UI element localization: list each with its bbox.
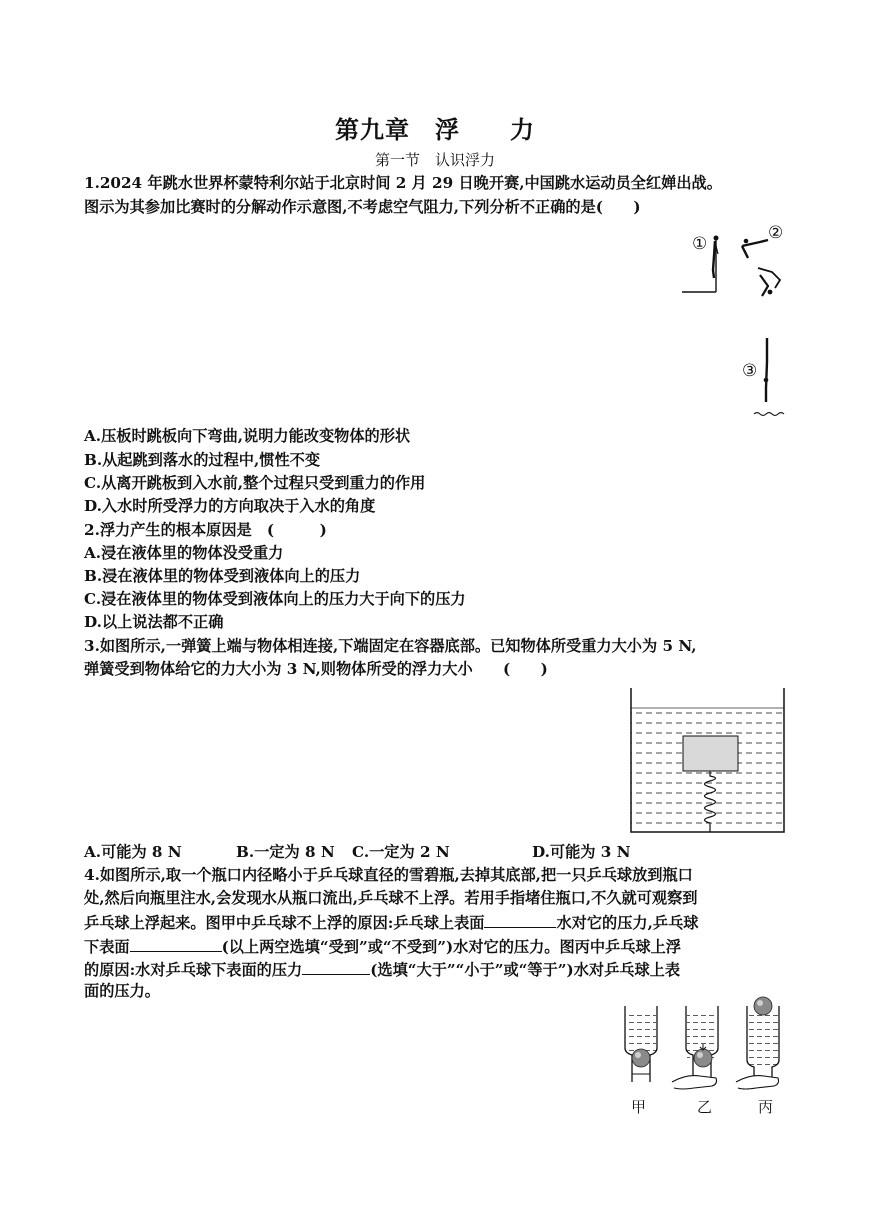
q1-option-b: B.从起跳到落水的过程中,惯性不变 [84, 451, 321, 469]
q4-answer-blank-1[interactable] [484, 911, 556, 928]
container-spring-figure [625, 688, 790, 836]
q4-line3-text-a: 乒乓球上浮起来。图甲中乒乓球不上浮的原因:乒乓球上表面 [84, 914, 485, 932]
q3-stem-line2: 弹簧受到物体给它的力大小为 3 N,则物体所受的浮力大小 ( ) [84, 660, 548, 678]
q3-stem-line1: 3.如图所示,一弹簧上端与物体相连接,下端固定在容器底部。已知物体所受重力大小为 5 N, [84, 637, 697, 655]
q3-option-d: D.可能为 3 N [532, 843, 631, 861]
bottle-figure-label-jia: 甲 [631, 1098, 647, 1116]
ping-pong-bottle-figure [620, 998, 790, 1098]
bottle-figure-label-yi: 乙 [697, 1098, 713, 1116]
q4-answer-blank-2[interactable] [130, 935, 222, 952]
diver-figure-label-2: ② [768, 223, 784, 243]
q1-option-d: D.入水时所受浮力的方向取决于入水的角度 [84, 497, 376, 515]
q4-stem-line1: 4.如图所示,取一个瓶口内径略小于乒乓球直径的雪碧瓶,去掉其底部,把一只乒乓球放到瓶口 [84, 866, 693, 884]
q4-line5-text-b: (选填“大于”“小于”或“等于”)水对乒乓球上表 [370, 961, 681, 979]
q4-stem-line4 [84, 935, 681, 957]
bottle-figure-label-bing: 丙 [758, 1098, 774, 1116]
q4-line4-text-a: 下表面 [84, 938, 130, 956]
q3-option-a: A.可能为 8 N [84, 843, 182, 861]
q2-option-c: C.浸在液体里的物体受到液体向上的压力大于向下的压力 [84, 590, 466, 608]
q2-option-a: A.浸在液体里的物体没受重力 [84, 544, 284, 562]
diver-figure-label-1: ① [692, 234, 708, 254]
q1-stem-line2: 图示为其参加比赛时的分解动作示意图,不考虑空气阻力,下列分析不正确的是( ) [84, 198, 641, 216]
chapter-title: 第九章 浮 力 [335, 115, 535, 144]
q4-stem-line5 [84, 958, 680, 980]
q1-stem-line1: 1.2024 年跳水世界杯蒙特利尔站于北京时间 2 月 29 日晚开赛,中国跳水运动员全红婵出战。 [84, 174, 722, 192]
q2-option-d: D.以上说法都不正确 [84, 613, 224, 631]
diver-figure-label-3: ③ [742, 361, 758, 381]
q2-stem: 2.浮力产生的根本原因是 ( ) [84, 521, 327, 539]
q3-option-c: C.一定为 2 N [352, 843, 450, 861]
q4-line4-text-b: (以上两空选填“受到”或“不受到”)水对它的压力。图丙中乒乓球上浮 [221, 938, 681, 956]
q4-line5-text-a: 的原因:水对乒乓球下表面的压力 [84, 961, 303, 979]
q4-stem-line3 [84, 911, 698, 933]
q4-line3-text-b: 水对它的压力,乒乓球 [556, 914, 699, 932]
q4-stem-line6: 面的压力。 [84, 982, 160, 1000]
q2-option-b: B.浸在液体里的物体受到液体向上的压力 [84, 567, 361, 585]
q4-stem-line2: 处,然后向瓶里注水,会发现水从瓶口流出,乒乓球不上浮。若用手指堵住瓶口,不久就可观察到 [84, 889, 698, 907]
q1-option-a: A.压板时跳板向下弯曲,说明力能改变物体的形状 [84, 427, 411, 445]
q4-answer-blank-3[interactable] [302, 958, 370, 975]
q3-option-b: B.一定为 8 N [236, 843, 335, 861]
q1-option-c: C.从离开跳板到入水前,整个过程只受到重力的作用 [84, 474, 426, 492]
section-title: 第一节 认识浮力 [374, 151, 495, 169]
